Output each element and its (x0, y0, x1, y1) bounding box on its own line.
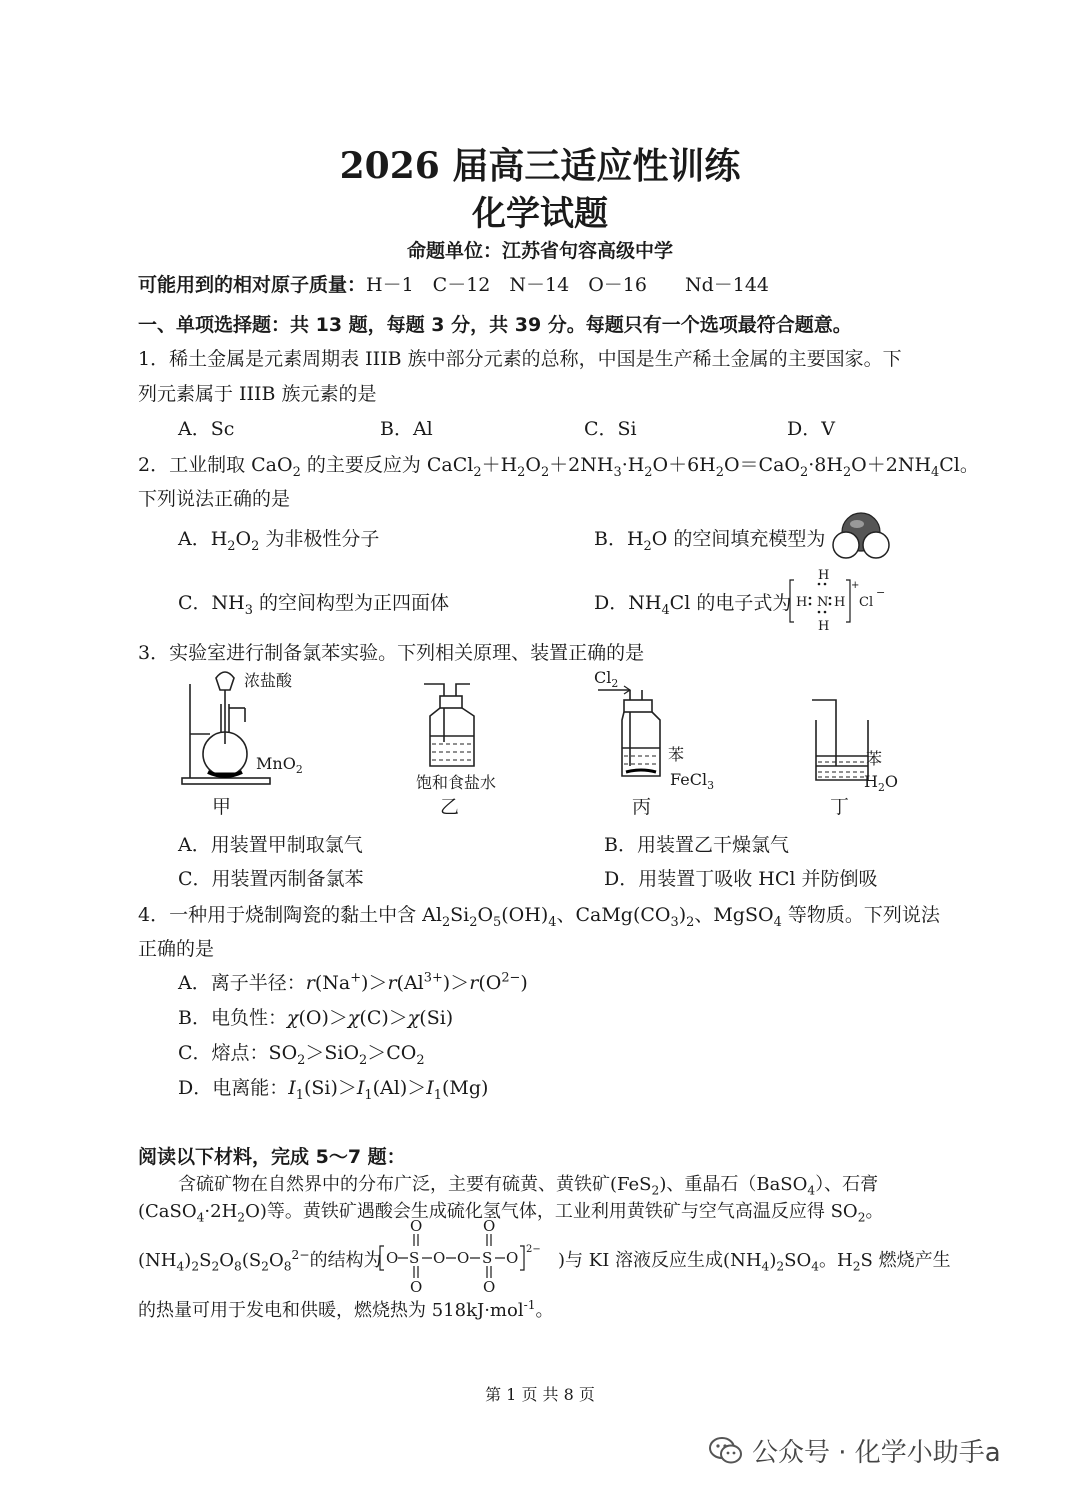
atomic-masses-values: H－1 C－12 N－14 O－16 Nd－144 (366, 274, 769, 296)
svg-text:O: O (483, 1217, 496, 1235)
q3-option-d: D．用装置丁吸收 HCl 并防倒吸 (604, 868, 878, 890)
svg-text:H: H (818, 619, 830, 634)
label-water-ding: $H_2O$ (864, 772, 898, 795)
svg-text:O: O (410, 1278, 423, 1296)
label-ding: 丁 (830, 796, 850, 818)
q2-option-b-text: 的空间填充模型为 (673, 528, 826, 550)
watermark-text: 公众号 · 化学小助手a (752, 1438, 1001, 1468)
q4-option-b-label: B．电负性： (178, 1007, 287, 1029)
svg-text:O: O (386, 1249, 399, 1267)
svg-text:O: O (433, 1249, 446, 1267)
q1-option-d: D．V (787, 418, 835, 440)
reading-line3-end: )与 KI 溶液反应生成$(NH_4)_2SO_4$。$H_2S$ 燃烧产生 (558, 1250, 951, 1274)
label-yi: 乙 (440, 796, 460, 818)
peroxodisulfate-structure (378, 1218, 554, 1296)
reading-line3-c: 燃烧产生 (878, 1250, 951, 1271)
wechat-icon (708, 1436, 744, 1466)
svg-text:+: + (851, 580, 860, 591)
page-number: 第 1 页 共 8 页 (485, 1385, 595, 1404)
reading-line1-c: ）、石膏 (815, 1174, 879, 1195)
svg-text:H: H (796, 595, 808, 610)
svg-text:O: O (483, 1278, 496, 1296)
reading-line3-b: 与 KI 溶液反应生成 (565, 1250, 724, 1271)
q2-stem-line2: 下列说法正确的是 (138, 488, 291, 510)
q2-option-c: C．$NH_3$ 的空间构型为正四面体 (178, 592, 450, 618)
q3-option-a: A．用装置甲制取氯气 (178, 834, 363, 856)
q3-stem: 3．实验室进行制备氯苯实验。下列相关原理、装置正确的是 (138, 642, 645, 664)
nh4cl-electron-formula (788, 566, 888, 634)
label-conc-hcl: 浓盐酸 (244, 671, 293, 690)
reading-line1: 含硫矿物在自然界中的分布广泛，主要有硫黄、黄铁矿(FeS$_2$)、重晶石（BaSO$_4$）、石膏 (178, 1174, 879, 1198)
label-benzene-ding: 苯 (866, 749, 883, 768)
svg-text:O: O (410, 1217, 423, 1235)
setting-unit: 命题单位：江苏省句容高级中学 (406, 240, 673, 262)
page-subtitle: 化学试题 (472, 194, 608, 234)
svg-text:−: − (876, 586, 886, 599)
q4-option-a: A．离子半径：$r(Na^+)>r(Al^{3+})>r(O^{2-})$ (178, 970, 528, 994)
q4-option-c: C．熔点：$SO_2>SiO_2>CO_2$ (178, 1042, 425, 1068)
q1-option-a: A．Sc (178, 418, 235, 440)
reading-line1-a: 含硫矿物在自然界中的分布广泛，主要有硫黄、黄铁矿 (178, 1174, 610, 1195)
svg-text:Cl: Cl (859, 595, 874, 610)
apparatus-bing-reaction-bottle (596, 680, 706, 782)
atomic-masses-label: 可能用到的相对原子质量： (138, 274, 367, 296)
q4-option-a-label: A．离子半径： (178, 972, 306, 994)
atomic-masses-line (138, 270, 769, 297)
svg-text:S: S (482, 1249, 493, 1267)
q4-option-d-label: D．电离能： (178, 1077, 289, 1099)
page-title: 2026 届高三适应性训练 (339, 145, 741, 187)
reading-line4-text: 的热量可用于发电和供暖，燃烧热为 518kJ·mol (138, 1300, 524, 1321)
q2-option-a-text: 为非极性分子 (265, 528, 380, 550)
q2-option-d-text: 的电子式为 (696, 592, 792, 614)
q1-option-c: C．Si (584, 418, 637, 440)
label-jia: 甲 (212, 796, 232, 818)
q1-stem-line2: 列元素属于 IIIB 族元素的是 (138, 383, 377, 405)
q1-option-b: B．Al (380, 418, 433, 440)
reading-line2: $(CaSO_4\cdot 2H_2O)$等。黄铁矿遇酸会生成硫化氢气体，工业利用黄铁矿与空气高温反应得 $SO_2$。 (138, 1201, 884, 1225)
water-space-filling-model (830, 510, 892, 562)
q2-option-d: D．$NH_4Cl$ 的电子式为 (594, 592, 792, 618)
reading-line4: 的热量可用于发电和供暖，燃烧热为 518kJ·mol$^{-1}$。 (138, 1298, 554, 1321)
svg-text:S: S (409, 1249, 420, 1267)
svg-text:O: O (506, 1249, 519, 1267)
label-fecl3: FeCl$_3$ (670, 770, 714, 793)
apparatus-yi-gas-washing-bottle (418, 680, 488, 772)
q4-option-d: D．电离能：$I_1(Si)>I_1(Al)>I_1(Mg)$ (178, 1077, 489, 1103)
svg-text:2−: 2− (526, 1244, 541, 1255)
svg-text:H: H (818, 568, 830, 583)
label-sat-nacl: 饱和食盐水 (416, 773, 497, 792)
q2-stem-line1: 2．工业制取 CaO$_2$ 的主要反应为 $CaCl_2+H_2O_2+2NH_3\cdot H_2O+6H_2O=CaO_2\cdot 8H_2O+2NH_4Cl$。 (138, 454, 979, 480)
q4-stem-line1: 4．一种用于烧制陶瓷的黏土中含 $Al_2Si_2O_5(OH)_4$、$CaMg(CO_3)_2$、MgSO$_4$ 等物质。下列说法 (138, 904, 940, 930)
reading-line1-b: 、重晶石（ (666, 1174, 757, 1195)
label-benzene-bing: 苯 (668, 745, 685, 764)
q2-option-b: B．$H_2O$ 的空间填充模型为 (594, 528, 826, 554)
svg-text:H: H (834, 595, 846, 610)
q2-option-c-text: 的空间构型为正四面体 (259, 592, 450, 614)
svg-text:N: N (817, 595, 829, 610)
section-heading: 一、单项选择题：共 13 题，每题 3 分，共 39 分。每题只有一个选项最符合题意。 (138, 314, 852, 336)
label-cl2: $Cl_2$ (594, 668, 619, 691)
reading-line3-start: $(NH_4)_2S_2O_8(S_2O_8^{2-}$的结构为 (138, 1248, 382, 1274)
svg-text:O: O (457, 1249, 470, 1267)
q4-option-c-label: C．熔点： (178, 1042, 269, 1064)
label-bing: 丙 (632, 796, 652, 818)
q3-option-b: B．用装置乙干燥氯气 (604, 834, 789, 856)
q1-stem-line1: 1．稀土金属是元素周期表 IIIB 族中部分元素的总称，中国是生产稀土金属的主要国家。下 (138, 348, 902, 370)
reading-line3-a: 的结构为 (309, 1250, 382, 1271)
q2-option-a: A．$H_2O_2$ 为非极性分子 (178, 528, 380, 554)
reading-line2-text: 等。黄铁矿遇酸会生成硫化氢气体，工业利用黄铁矿与空气高温反应得 (266, 1201, 825, 1222)
q4-option-b: B．电负性：χ(O)＞χ(C)＞χ(Si) (178, 1007, 454, 1029)
label-mno2: MnO$_2$ (256, 754, 303, 777)
reading-heading: 阅读以下材料，完成 5～7 题： (138, 1146, 406, 1168)
q3-option-c: C．用装置丙制备氯苯 (178, 868, 364, 890)
q4-stem-line2: 正确的是 (138, 938, 215, 960)
